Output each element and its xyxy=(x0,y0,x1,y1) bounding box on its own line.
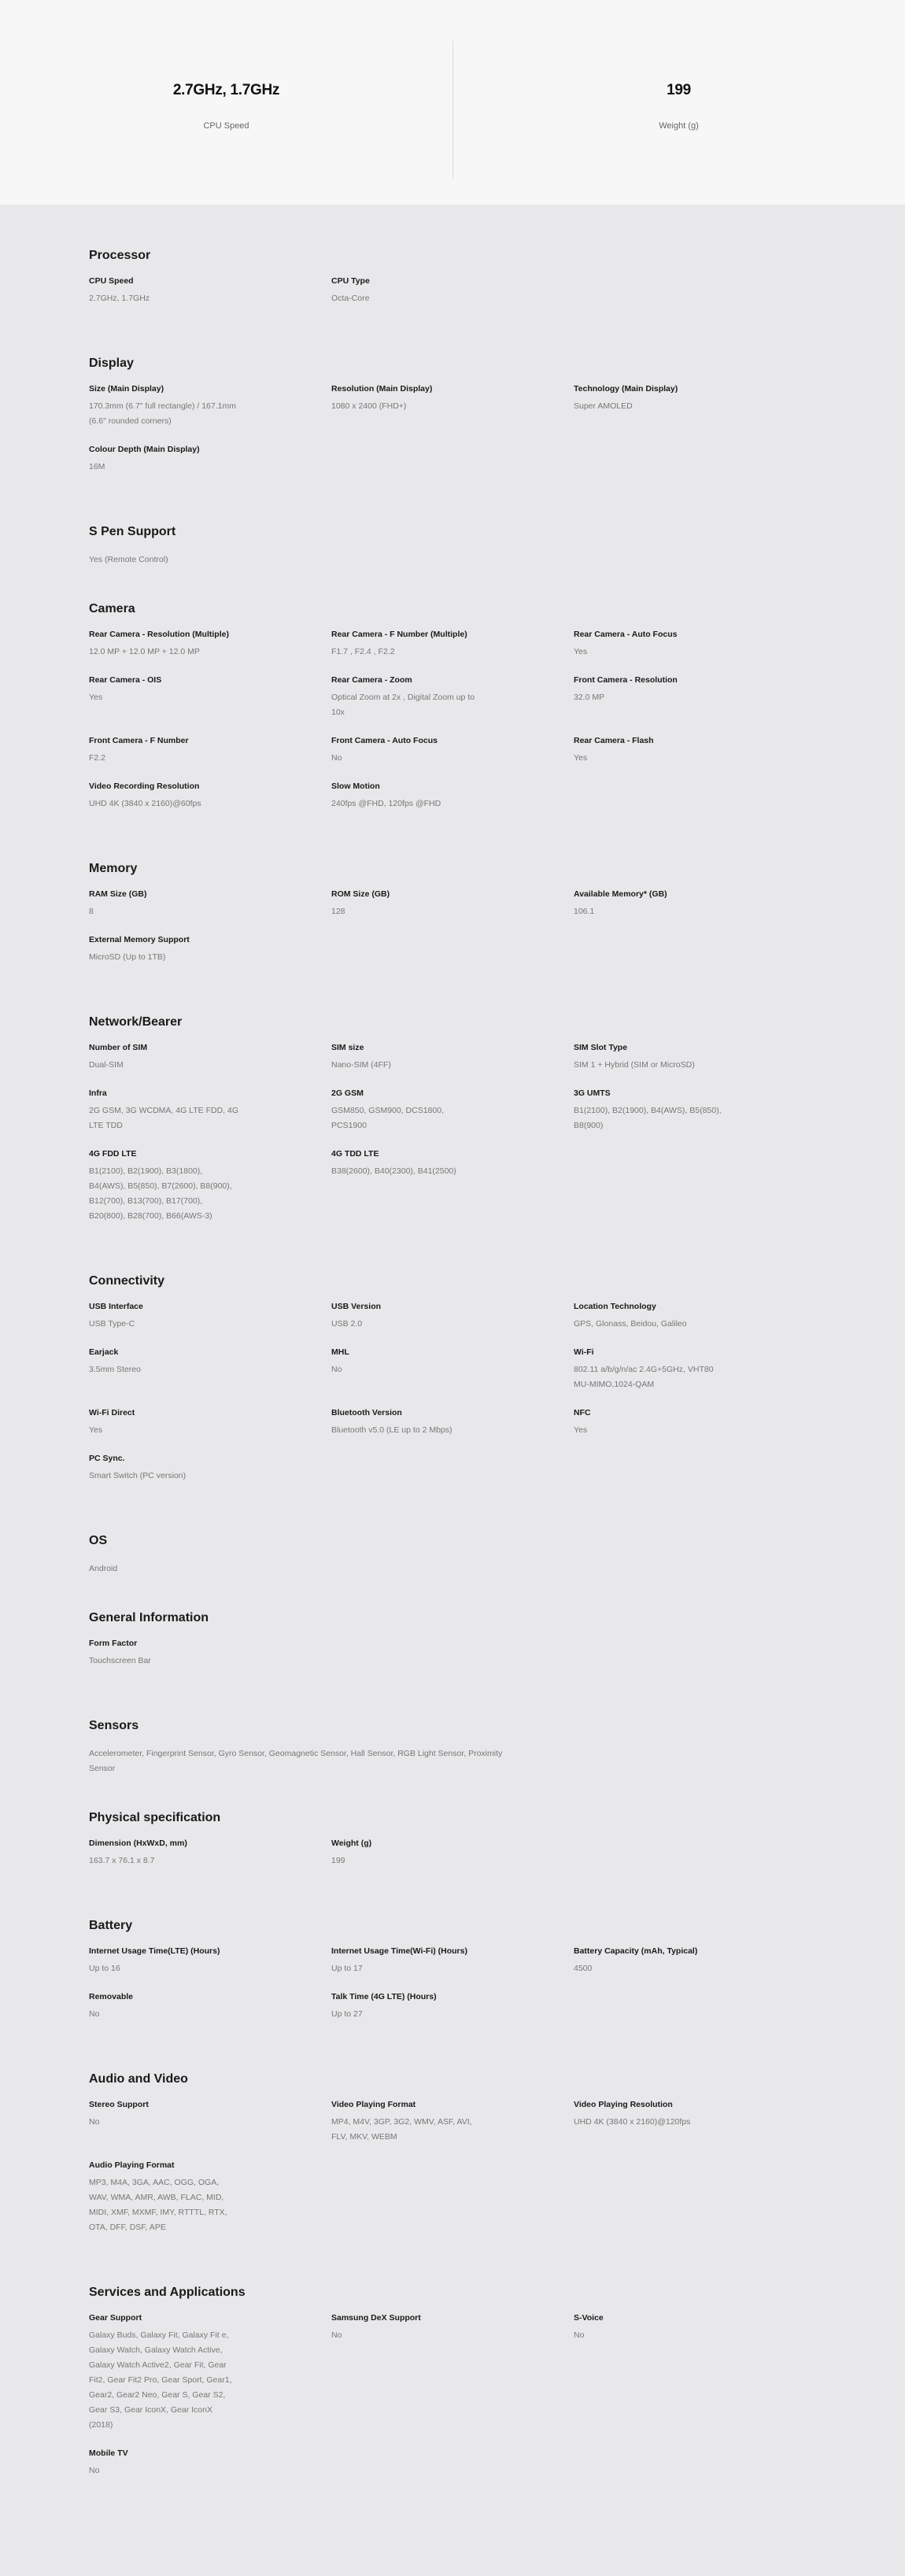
spec-item xyxy=(331,782,574,811)
spec-item-value: 2.7GHz, 1.7GHz xyxy=(89,294,150,303)
spec-item-title: Size (Main Display) xyxy=(89,384,164,394)
spec-item-value: No xyxy=(574,2330,585,2340)
spec-item xyxy=(89,1149,331,1224)
spec-item-title: Internet Usage Time(LTE) (Hours) xyxy=(89,1946,220,1956)
spec-item xyxy=(331,276,574,306)
spec-list xyxy=(0,205,905,2576)
hero-label: CPU Speed xyxy=(203,121,249,131)
spec-item xyxy=(331,2100,574,2145)
section-title: OS xyxy=(89,1534,108,1547)
spec-item xyxy=(331,1946,574,1976)
spec-item xyxy=(331,1408,574,1438)
spec-item-value: Up to 16 xyxy=(89,1964,120,1973)
spec-item-value: 1080 x 2400 (FHD+) xyxy=(331,401,407,411)
spec-item-title: Front Camera - F Number xyxy=(89,736,189,745)
spec-item xyxy=(89,1347,331,1392)
spec-item-title: Resolution (Main Display) xyxy=(331,384,433,394)
spec-item xyxy=(89,1088,331,1133)
spec-item-title: Colour Depth (Main Display) xyxy=(89,445,200,454)
spec-item-value: MP4, M4V, 3GP, 3G2, WMV, ASF, AVI, FLV, MKV, WEBM xyxy=(331,2117,472,2142)
spec-item xyxy=(331,889,574,919)
spec-item-value: Yes xyxy=(574,1425,588,1435)
spec-item-title: Video Playing Format xyxy=(331,2100,416,2109)
spec-item-value: 802.11 a/b/g/n/ac 2.4G+5GHz, VHT80 MU-MIMO,1024-QAM xyxy=(574,1365,714,1389)
spec-item-title: SIM size xyxy=(331,1043,364,1052)
spec-item-title: Earjack xyxy=(89,1347,119,1357)
spec-section xyxy=(0,602,905,827)
spec-item xyxy=(89,1454,331,1484)
spec-item-title: Front Camera - Resolution xyxy=(574,675,678,685)
spec-item xyxy=(89,2313,331,2433)
spec-grid xyxy=(89,2100,816,2251)
spec-item-value: 4500 xyxy=(574,1964,593,1973)
spec-item-title: Rear Camera - F Number (Multiple) xyxy=(331,630,467,639)
spec-item-title: Internet Usage Time(Wi-Fi) (Hours) xyxy=(331,1946,467,1956)
spec-item xyxy=(89,630,331,660)
spec-item-title: ROM Size (GB) xyxy=(331,889,390,899)
spec-section xyxy=(0,1274,905,1499)
spec-item xyxy=(89,736,331,766)
section-title: Processor xyxy=(89,249,151,262)
section-title: Connectivity xyxy=(89,1274,165,1288)
spec-item xyxy=(331,1302,574,1332)
section-title: Memory xyxy=(89,862,138,875)
spec-item-value: 3.5mm Stereo xyxy=(89,1365,141,1374)
spec-item xyxy=(331,2313,574,2433)
spec-item-value: UHD 4K (3840 x 2160)@120fps xyxy=(574,2117,691,2127)
spec-item xyxy=(89,1639,331,1669)
spec-item-value: Nano-SIM (4FF) xyxy=(331,1060,391,1070)
spec-item-title: Number of SIM xyxy=(89,1043,148,1052)
spec-item-title: Talk Time (4G LTE) (Hours) xyxy=(331,1992,437,2001)
spec-item-title: Rear Camera - Zoom xyxy=(331,675,412,685)
spec-item-value: No xyxy=(331,1365,342,1374)
spec-item xyxy=(89,935,331,965)
spec-section xyxy=(0,249,905,322)
section-value: Yes (Remote Control) xyxy=(89,555,168,564)
hero-spec-cpu-speed xyxy=(0,0,452,205)
spec-section xyxy=(0,1719,905,1776)
spec-item xyxy=(89,1839,331,1868)
hero-spec-weight xyxy=(452,0,905,205)
spec-grid xyxy=(89,889,816,981)
spec-item-value: Touchscreen Bar xyxy=(89,1656,151,1665)
spec-item-title: MHL xyxy=(331,1347,349,1357)
spec-item-title: USB Interface xyxy=(89,1302,143,1311)
spec-item-value: F1.7 , F2.4 , F2.2 xyxy=(331,647,395,656)
spec-item-value: 128 xyxy=(331,907,345,916)
spec-item-value: Yes xyxy=(89,1425,103,1435)
spec-item-value: UHD 4K (3840 x 2160)@60fps xyxy=(89,799,201,808)
spec-item xyxy=(89,1302,331,1332)
spec-section xyxy=(0,1811,905,1884)
spec-item-value: Up to 17 xyxy=(331,1964,363,1973)
spec-item-title: SIM Slot Type xyxy=(574,1043,628,1052)
spec-item xyxy=(574,2313,816,2433)
spec-item-title: CPU Speed xyxy=(89,276,134,286)
spec-item-title: S-Voice xyxy=(574,2313,604,2323)
spec-item xyxy=(331,1347,574,1392)
spec-item xyxy=(331,1839,574,1868)
spec-item-value: 12.0 MP + 12.0 MP + 12.0 MP xyxy=(89,647,200,656)
spec-item xyxy=(331,1043,574,1073)
spec-item xyxy=(574,1946,816,1976)
spec-item-title: Rear Camera - OIS xyxy=(89,675,162,685)
section-title: Display xyxy=(89,357,134,370)
spec-grid xyxy=(89,630,816,827)
spec-item-title: Video Recording Resolution xyxy=(89,782,200,791)
spec-section xyxy=(0,862,905,981)
section-title: Physical specification xyxy=(89,1811,221,1824)
spec-section xyxy=(0,1919,905,2038)
spec-grid xyxy=(89,1839,816,1884)
spec-section xyxy=(0,2072,905,2251)
spec-item-value: MicroSD (Up to 1TB) xyxy=(89,952,166,962)
spec-item xyxy=(574,1408,816,1438)
spec-item-title: Wi-Fi Direct xyxy=(89,1408,135,1417)
spec-item xyxy=(574,1347,816,1392)
spec-item-title: Wi-Fi xyxy=(574,1347,594,1357)
spec-item-value: B1(2100), B2(1900), B3(1800), B4(AWS), B5(850), B7(2600), B8(900), B12(700), B13(700), B17(700), B20(800), B28(700), B66(AWS-3) xyxy=(89,1166,232,1221)
spec-item-title: 3G UMTS xyxy=(574,1088,611,1098)
spec-item-title: Samsung DeX Support xyxy=(331,2313,421,2323)
spec-item-value: Octa-Core xyxy=(331,294,370,303)
spec-item-title: Dimension (HxWxD, mm) xyxy=(89,1839,187,1848)
spec-item-value: No xyxy=(331,753,342,763)
spec-item-value: 170.3mm (6.7" full rectangle) / 167.1mm (6.6" rounded corners) xyxy=(89,401,236,426)
spec-item-value: GSM850, GSM900, DCS1800, PCS1900 xyxy=(331,1106,444,1130)
spec-item-value: 8 xyxy=(89,907,94,916)
spec-item-value: B1(2100), B2(1900), B4(AWS), B5(850), B8(900) xyxy=(574,1106,722,1130)
spec-item-value: No xyxy=(89,2009,100,2019)
spec-item-title: Audio Playing Format xyxy=(89,2160,175,2170)
spec-item-title: Slow Motion xyxy=(331,782,380,791)
spec-item-value: Up to 27 xyxy=(331,2009,363,2019)
spec-item-value: 199 xyxy=(331,1856,345,1865)
spec-item xyxy=(574,2100,816,2145)
spec-item-value: B38(2600), B40(2300), B41(2500) xyxy=(331,1166,456,1176)
spec-item-value: F2.2 xyxy=(89,753,106,763)
spec-grid xyxy=(89,1639,816,1684)
spec-item-value: Galaxy Buds, Galaxy Fit, Galaxy Fit e, Galaxy Watch, Galaxy Watch Active, Galaxy Watch Active2, Gear Fit, Gear Fit2, Gear Fit2 Pro, Gear Sport, Gear1, Gear2, Gear2 Neo, Gear S, Gear S2, Gear S3, Gear IconX, Gear IconX (2018) xyxy=(89,2330,232,2430)
section-title: Camera xyxy=(89,602,135,615)
spec-item xyxy=(331,675,574,720)
spec-grid xyxy=(89,2313,816,2494)
spec-item-title: Stereo Support xyxy=(89,2100,149,2109)
spec-item-title: CPU Type xyxy=(331,276,370,286)
spec-item-title: 2G GSM xyxy=(331,1088,364,1098)
spec-item-value: No xyxy=(89,2466,100,2475)
spec-item xyxy=(574,1088,816,1133)
spec-item-value: Dual-SIM xyxy=(89,1060,124,1070)
spec-item-title: Gear Support xyxy=(89,2313,142,2323)
spec-item xyxy=(574,1302,816,1332)
spec-grid xyxy=(89,276,816,322)
spec-item-title: 4G TDD LTE xyxy=(331,1149,379,1159)
spec-section xyxy=(0,525,905,567)
spec-item-title: Mobile TV xyxy=(89,2448,128,2458)
spec-item xyxy=(89,445,331,475)
spec-item xyxy=(89,2160,331,2235)
spec-item-title: Available Memory* (GB) xyxy=(574,889,667,899)
spec-item-value: 163.7 x 76.1 x 8.7 xyxy=(89,1856,155,1865)
spec-item xyxy=(574,1043,816,1073)
spec-item-title: Rear Camera - Auto Focus xyxy=(574,630,678,639)
spec-item-title: Front Camera - Auto Focus xyxy=(331,736,438,745)
spec-item xyxy=(331,1088,574,1133)
spec-item-value: 16M xyxy=(89,462,105,471)
spec-item-title: Video Playing Resolution xyxy=(574,2100,673,2109)
spec-item-value: 32.0 MP xyxy=(574,693,605,702)
spec-item xyxy=(89,276,331,306)
section-value: Android xyxy=(89,1564,118,1573)
spec-item-title: RAM Size (GB) xyxy=(89,889,147,899)
spec-item-value: 2G GSM, 3G WCDMA, 4G LTE FDD, 4G LTE TDD xyxy=(89,1106,238,1130)
spec-item-value: USB 2.0 xyxy=(331,1319,363,1329)
spec-item-title: USB Version xyxy=(331,1302,382,1311)
spec-item-value: USB Type-C xyxy=(89,1319,135,1329)
spec-item xyxy=(331,736,574,766)
section-title: Network/Bearer xyxy=(89,1015,183,1029)
spec-item-value: GPS, Glonass, Beidou, Galileo xyxy=(574,1319,687,1329)
section-value: Accelerometer, Fingerprint Sensor, Gyro Sensor, Geomagnetic Sensor, Hall Sensor, RGB Light Sensor, Proximity Sensor xyxy=(89,1749,503,1773)
spec-item xyxy=(89,384,331,429)
spec-item xyxy=(89,782,331,811)
spec-item-value: SIM 1 + Hybrid (SIM or MicroSD) xyxy=(574,1060,695,1070)
spec-item xyxy=(331,1149,574,1224)
spec-section xyxy=(0,1611,905,1684)
spec-item-title: Location Technology xyxy=(574,1302,656,1311)
spec-grid xyxy=(89,1043,816,1240)
spec-item xyxy=(89,675,331,720)
spec-item-value: Yes xyxy=(574,753,588,763)
spec-item xyxy=(331,630,574,660)
spec-item-value: No xyxy=(331,2330,342,2340)
spec-item-title: Battery Capacity (mAh, Typical) xyxy=(574,1946,698,1956)
spec-item xyxy=(89,1946,331,1976)
spec-item-title: Rear Camera - Flash xyxy=(574,736,654,745)
spec-item-value: No xyxy=(89,2117,100,2127)
spec-item-value: Optical Zoom at 2x , Digital Zoom up to 10x xyxy=(331,693,475,717)
spec-item-value: Yes xyxy=(89,693,103,702)
spec-item xyxy=(331,384,574,429)
spec-item xyxy=(89,1992,331,2022)
spec-item xyxy=(331,1992,574,2022)
spec-item-title: PC Sync. xyxy=(89,1454,125,1463)
spec-item xyxy=(574,736,816,766)
spec-item-title: Form Factor xyxy=(89,1639,138,1648)
spec-item xyxy=(89,2448,331,2478)
spec-grid xyxy=(89,1946,816,2038)
spec-item-value: Smart Switch (PC version) xyxy=(89,1471,187,1480)
spec-item xyxy=(89,1043,331,1073)
spec-item-title: Weight (g) xyxy=(331,1839,372,1848)
spec-item xyxy=(574,889,816,919)
hero-value: 2.7GHz, 1.7GHz xyxy=(172,82,280,98)
spec-item xyxy=(89,889,331,919)
spec-item xyxy=(574,384,816,429)
section-title: General Information xyxy=(89,1611,209,1624)
section-title: Audio and Video xyxy=(89,2072,188,2086)
spec-item-value: Bluetooth v5.0 (LE up to 2 Mbps) xyxy=(331,1425,452,1435)
spec-item xyxy=(574,630,816,660)
spec-item-title: Removable xyxy=(89,1992,134,2001)
section-title: S Pen Support xyxy=(89,525,176,538)
key-specs-hero xyxy=(0,0,905,205)
spec-item-title: Rear Camera - Resolution (Multiple) xyxy=(89,630,229,639)
spec-item-value: MP3, M4A, 3GA, AAC, OGG, OGA, WAV, WMA, AMR, AWB, FLAC, MID, MIDI, XMF, MXMF, IMY, RTTTL, RTX, OTA, DFF, DSF, APE xyxy=(89,2178,227,2232)
spec-item xyxy=(574,675,816,720)
spec-item xyxy=(89,2100,331,2145)
spec-item xyxy=(89,1408,331,1438)
spec-section xyxy=(0,357,905,490)
section-title: Battery xyxy=(89,1919,133,1932)
spec-section xyxy=(0,1015,905,1240)
section-title: Sensors xyxy=(89,1719,139,1732)
spec-item-title: Technology (Main Display) xyxy=(574,384,678,394)
spec-item-title: Infra xyxy=(89,1088,107,1098)
spec-item-title: NFC xyxy=(574,1408,591,1417)
spec-item-value: Super AMOLED xyxy=(574,401,633,411)
spec-item-value: 106.1 xyxy=(574,907,595,916)
hero-value: 199 xyxy=(667,82,691,98)
hero-label: Weight (g) xyxy=(659,121,699,131)
spec-grid xyxy=(89,384,816,490)
spec-section xyxy=(0,1534,905,1576)
spec-item-title: External Memory Support xyxy=(89,935,190,944)
spec-item-title: Bluetooth Version xyxy=(331,1408,402,1417)
spec-item-title: 4G FDD LTE xyxy=(89,1149,137,1159)
spec-item-value: 240fps @FHD, 120fps @FHD xyxy=(331,799,441,808)
spec-grid xyxy=(89,1302,816,1499)
spec-section xyxy=(0,2286,905,2494)
section-title: Services and Applications xyxy=(89,2286,246,2299)
spec-item-value: Yes xyxy=(574,647,588,656)
